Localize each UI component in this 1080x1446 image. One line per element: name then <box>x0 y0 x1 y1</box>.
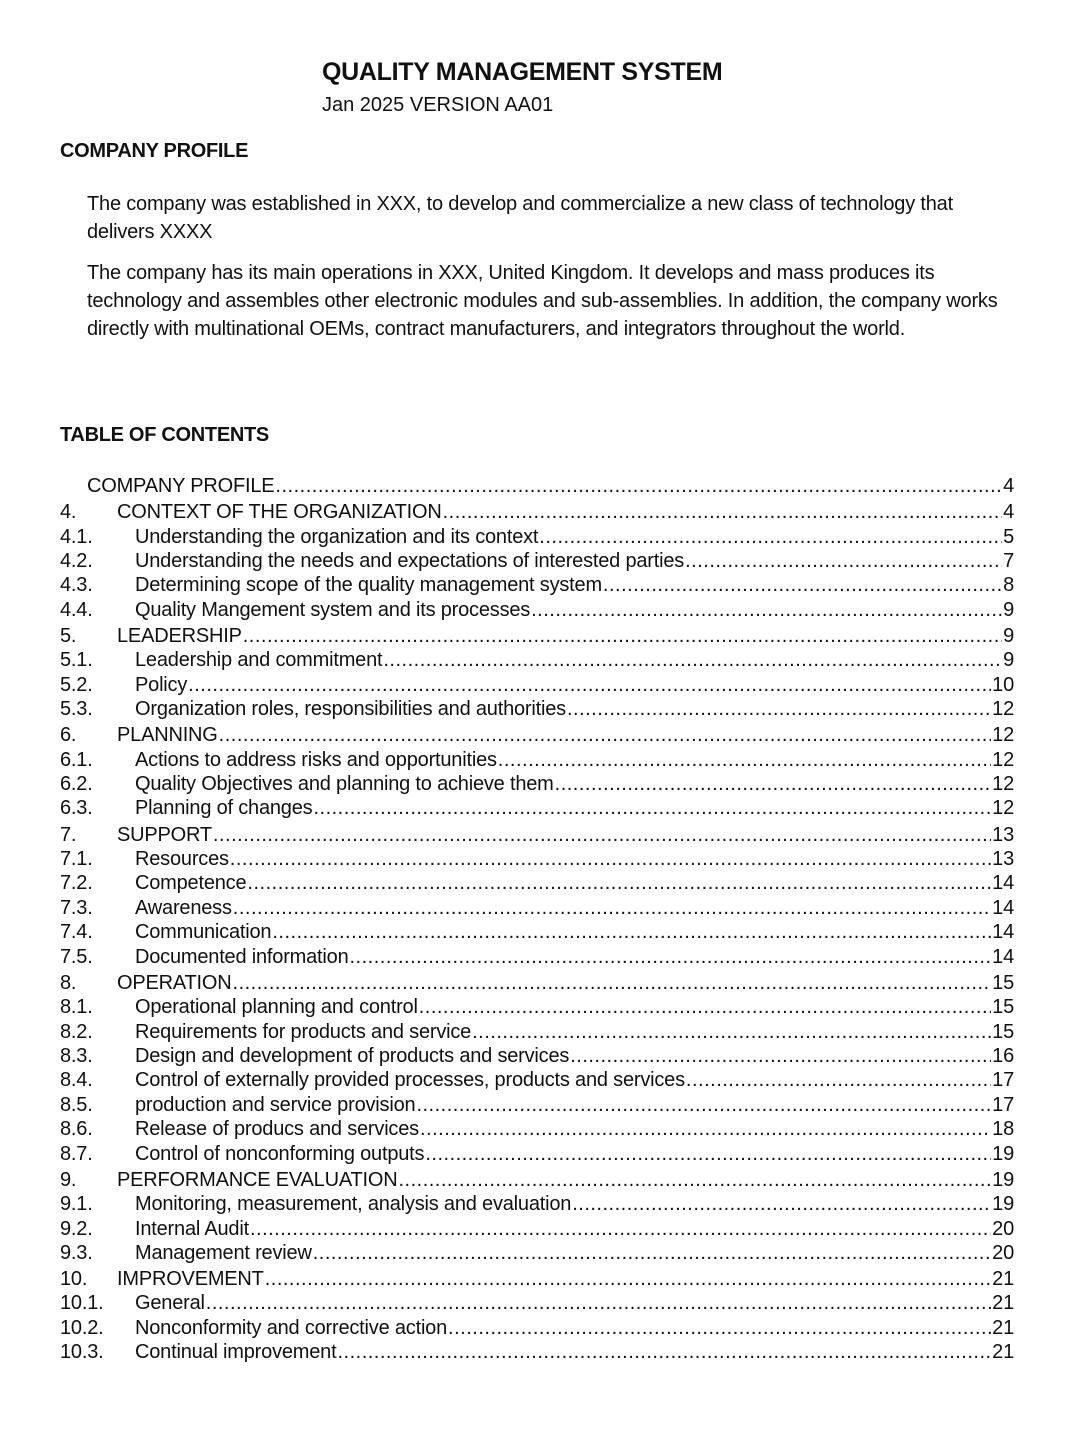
toc-entry-label: Quality Objectives and planning to achieve them <box>135 773 554 796</box>
toc-entry-number: 8.2. <box>60 1020 93 1043</box>
toc-entry[interactable] <box>60 1267 1014 1291</box>
toc-entry-number: 7.4. <box>60 921 93 944</box>
toc-entry[interactable] <box>60 1192 1014 1216</box>
toc-entry-page: 14 <box>992 872 1014 895</box>
dot-leader <box>531 598 1002 622</box>
toc-entry-label: Internal Audit <box>135 1217 249 1240</box>
toc-entry-page: 12 <box>992 797 1014 820</box>
toc-entry-page: 18 <box>992 1118 1014 1141</box>
toc-entry[interactable] <box>60 573 1014 597</box>
toc-entry[interactable] <box>60 772 1014 796</box>
toc-entry-label: Communication <box>135 921 272 944</box>
toc-entry-label: Release of producs and services <box>135 1118 419 1141</box>
toc-entry-page: 9 <box>1003 649 1014 672</box>
toc-entry[interactable] <box>60 847 1014 871</box>
toc-entry[interactable] <box>60 945 1014 969</box>
toc-entry-number: 8. <box>60 971 77 994</box>
toc-entry-page: 14 <box>992 896 1014 919</box>
table-of-contents <box>60 474 1014 1365</box>
toc-entry-label: production and service provision <box>135 1093 416 1116</box>
toc-entry-number: 10.2. <box>60 1316 104 1339</box>
toc-entry-page: 17 <box>992 1093 1014 1116</box>
toc-entry-page: 7 <box>1003 549 1014 572</box>
toc-entry-number: 4.2. <box>60 549 93 572</box>
dot-leader <box>448 1316 991 1340</box>
dot-leader <box>398 1168 991 1192</box>
toc-entry-number: 6.2. <box>60 773 93 796</box>
toc-entry[interactable] <box>60 1044 1014 1068</box>
dot-leader <box>230 847 991 871</box>
company-profile-paragraph-2: The company has its main operations in XXX, United Kingdom. It develops and mass produces its technology and assembles other electronic modules and sub-assemblies. In addition, the company works directly with multinational OEMs, contract manufacturers, and integrators throughout the world. <box>87 262 998 340</box>
toc-entry-label: SUPPORT <box>117 823 212 846</box>
toc-entry-number: 5.3. <box>60 698 93 721</box>
toc-entry-page: 20 <box>992 1241 1014 1264</box>
toc-entry[interactable] <box>60 995 1014 1019</box>
toc-entry-label: General <box>135 1292 205 1315</box>
toc-entry-number: 8.1. <box>60 996 93 1019</box>
toc-entry-label: Operational planning and control <box>135 996 418 1019</box>
toc-entry-number: 7.1. <box>60 848 93 871</box>
document-version: Jan 2025 VERSION AA01 <box>322 94 554 116</box>
company-profile-paragraph-1: The company was established in XXX, to develop and commercialize a new class of technology that delivers XXXX <box>87 193 953 243</box>
dot-leader <box>498 748 991 772</box>
dot-leader <box>539 525 1002 549</box>
toc-entry-page: 17 <box>992 1069 1014 1092</box>
toc-entry[interactable] <box>60 871 1014 895</box>
toc-entry-page: 15 <box>992 996 1014 1019</box>
toc-entry-label: Documented information <box>135 945 349 968</box>
toc-entry-page: 21 <box>992 1316 1014 1339</box>
toc-entry-page: 9 <box>1003 624 1014 647</box>
toc-entry-page: 12 <box>992 724 1014 747</box>
dot-leader <box>250 1217 991 1241</box>
toc-entry-number: 7.2. <box>60 872 93 895</box>
toc-entry[interactable] <box>60 598 1014 622</box>
toc-entry-number: 10.3. <box>60 1341 104 1364</box>
toc-entry-number: 8.3. <box>60 1044 93 1067</box>
dot-leader <box>420 1117 991 1141</box>
toc-entry-page: 8 <box>1003 574 1014 597</box>
dot-leader <box>337 1340 991 1364</box>
toc-entry-page: 15 <box>992 1020 1014 1043</box>
toc-entry[interactable] <box>60 500 1014 524</box>
toc-entry[interactable] <box>60 823 1014 847</box>
toc-entry-label: Design and development of products and services <box>135 1044 570 1067</box>
toc-entry[interactable] <box>60 697 1014 721</box>
dot-leader <box>416 1093 991 1117</box>
toc-entry[interactable] <box>60 748 1014 772</box>
toc-entry-label: Competence <box>135 872 247 895</box>
toc-entry-number: 9.2. <box>60 1217 93 1240</box>
toc-entry-number: 5.2. <box>60 673 93 696</box>
dot-leader <box>443 500 1002 524</box>
toc-entry-page: 9 <box>1003 598 1014 621</box>
toc-entry-label: Monitoring, measurement, analysis and evaluation <box>135 1193 572 1216</box>
toc-entry-label: Resources <box>135 848 229 871</box>
toc-entry-label: OPERATION <box>117 971 232 994</box>
toc-entry[interactable] <box>60 723 1014 747</box>
toc-entry[interactable] <box>60 1316 1014 1340</box>
toc-entry-page: 5 <box>1003 525 1014 548</box>
dot-leader <box>383 648 1002 672</box>
toc-entry-page: 13 <box>992 823 1014 846</box>
toc-entry-page: 21 <box>992 1341 1014 1364</box>
toc-entry-label: Organization roles, responsibilities and authorities <box>135 698 566 721</box>
toc-entry-page: 16 <box>992 1044 1014 1067</box>
dot-leader <box>265 1267 991 1291</box>
toc-entry[interactable] <box>60 1142 1014 1166</box>
toc-entry-number: 4.1. <box>60 525 93 548</box>
toc-entry-label: Requirements for products and service <box>135 1020 472 1043</box>
toc-entry-number: 10. <box>60 1268 88 1291</box>
toc-entry[interactable] <box>60 1291 1014 1315</box>
dot-leader <box>188 673 991 697</box>
toc-entry-number: 9. <box>60 1168 77 1191</box>
toc-entry[interactable] <box>60 796 1014 820</box>
toc-entry-page: 15 <box>992 971 1014 994</box>
dot-leader <box>603 573 1002 597</box>
dot-leader <box>313 796 991 820</box>
toc-entry-page: 21 <box>992 1292 1014 1315</box>
dot-leader <box>419 995 991 1019</box>
toc-entry-label: IMPROVEMENT <box>117 1268 264 1291</box>
dot-leader <box>570 1044 991 1068</box>
dot-leader <box>572 1192 991 1216</box>
toc-entry-number: 8.6. <box>60 1118 93 1141</box>
dot-leader <box>350 945 992 969</box>
toc-entry[interactable] <box>60 525 1014 549</box>
toc-entry-label: Awareness <box>135 896 232 919</box>
toc-entry-label: PLANNING <box>117 724 218 747</box>
toc-entry-number: 6.1. <box>60 748 93 771</box>
toc-entry[interactable] <box>60 1217 1014 1241</box>
dot-leader <box>233 896 991 920</box>
toc-entry[interactable] <box>60 1241 1014 1265</box>
toc-entry-label: Understanding the organization and its context <box>135 525 539 548</box>
toc-entry-label: Policy <box>135 673 188 696</box>
toc-entry-number: 6. <box>60 724 77 747</box>
toc-entry-number: 7.5. <box>60 945 93 968</box>
toc-entry[interactable] <box>60 673 1014 697</box>
dot-leader <box>243 624 1002 648</box>
toc-entry-label: CONTEXT OF THE ORGANIZATION <box>117 501 442 524</box>
toc-entry[interactable] <box>60 1093 1014 1117</box>
toc-entry-number: 8.7. <box>60 1142 93 1165</box>
dot-leader <box>213 823 991 847</box>
toc-entry-number: 6.3. <box>60 797 93 820</box>
toc-entry-page: 4 <box>1003 501 1014 524</box>
dot-leader <box>272 920 991 944</box>
toc-entry-page: 14 <box>992 921 1014 944</box>
dot-leader <box>247 871 991 895</box>
toc-entry-label: Understanding the needs and expectations of interested parties <box>135 549 685 572</box>
toc-entry-number: 9.3. <box>60 1241 93 1264</box>
toc-entry-number: 4. <box>60 501 77 524</box>
dot-leader <box>425 1142 991 1166</box>
toc-entry-number: 4.3. <box>60 574 93 597</box>
dot-leader <box>555 772 992 796</box>
toc-entry-page: 10 <box>992 673 1014 696</box>
toc-entry-page: 14 <box>992 945 1014 968</box>
toc-entry-label: Management review <box>135 1241 312 1264</box>
toc-entry-number: 9.1. <box>60 1193 93 1216</box>
toc-entry-label: LEADERSHIP <box>117 624 242 647</box>
toc-entry-page: 19 <box>992 1168 1014 1191</box>
document-title: QUALITY MANAGEMENT SYSTEM <box>322 58 723 86</box>
toc-entry-number: 8.4. <box>60 1069 93 1092</box>
toc-entry-label: Planning of changes <box>135 797 313 820</box>
dot-leader <box>685 549 1002 573</box>
toc-entry-label: Actions to address risks and opportunities <box>135 748 497 771</box>
toc-entry-label: Control of nonconforming outputs <box>135 1142 425 1165</box>
toc-entry-label: Continual improvement <box>135 1341 337 1364</box>
dot-leader <box>686 1068 991 1092</box>
toc-entry-page: 21 <box>992 1268 1014 1291</box>
toc-heading: TABLE OF CONTENTS <box>60 424 269 446</box>
toc-entry-label: Control of externally provided processes, products and services <box>135 1069 685 1092</box>
toc-entry[interactable] <box>60 920 1014 944</box>
toc-entry-page: 12 <box>992 698 1014 721</box>
toc-entry-label: Nonconformity and corrective action <box>135 1316 448 1339</box>
dot-leader <box>472 1020 991 1044</box>
toc-entry-number: 7.3. <box>60 896 93 919</box>
toc-entry-page: 12 <box>992 748 1014 771</box>
toc-entry-number: 5. <box>60 624 77 647</box>
dot-leader <box>313 1241 991 1265</box>
toc-entry-number: 5.1. <box>60 649 93 672</box>
toc-entry[interactable] <box>60 1340 1014 1364</box>
toc-entry-page: 19 <box>992 1193 1014 1216</box>
toc-entry-page: 20 <box>992 1217 1014 1240</box>
toc-entry[interactable] <box>60 1020 1014 1044</box>
toc-entry-label: Leadership and commitment <box>135 649 383 672</box>
dot-leader <box>219 723 991 747</box>
toc-entry[interactable] <box>60 1068 1014 1092</box>
toc-entry-page: 12 <box>992 773 1014 796</box>
toc-entry-page: 13 <box>992 848 1014 871</box>
toc-entry[interactable] <box>60 971 1014 995</box>
company-profile-heading: COMPANY PROFILE <box>60 140 249 162</box>
toc-entry-number: 10.1. <box>60 1292 104 1315</box>
dot-leader <box>567 697 991 721</box>
toc-entry-page: 19 <box>992 1142 1014 1165</box>
toc-entry-label: COMPANY PROFILE <box>87 475 275 497</box>
toc-entry-label: Determining scope of the quality management system <box>135 574 602 597</box>
toc-entry[interactable] <box>60 648 1014 672</box>
toc-entry-label: Quality Mangement system and its processes <box>135 598 531 621</box>
toc-entry[interactable] <box>60 474 1014 498</box>
toc-entry-number: 7. <box>60 823 77 846</box>
toc-entry[interactable] <box>60 1117 1014 1141</box>
toc-entry-page: 4 <box>1003 475 1014 497</box>
toc-entry-number: 4.4. <box>60 598 93 621</box>
toc-entry-label: PERFORMANCE EVALUATION <box>117 1168 398 1191</box>
dot-leader <box>206 1291 991 1315</box>
dot-leader <box>275 474 1002 498</box>
dot-leader <box>233 971 992 995</box>
toc-entry[interactable] <box>60 549 1014 573</box>
toc-entry[interactable] <box>60 896 1014 920</box>
toc-entry-number: 8.5. <box>60 1093 93 1116</box>
toc-entry[interactable] <box>60 624 1014 648</box>
toc-entry[interactable] <box>60 1168 1014 1192</box>
